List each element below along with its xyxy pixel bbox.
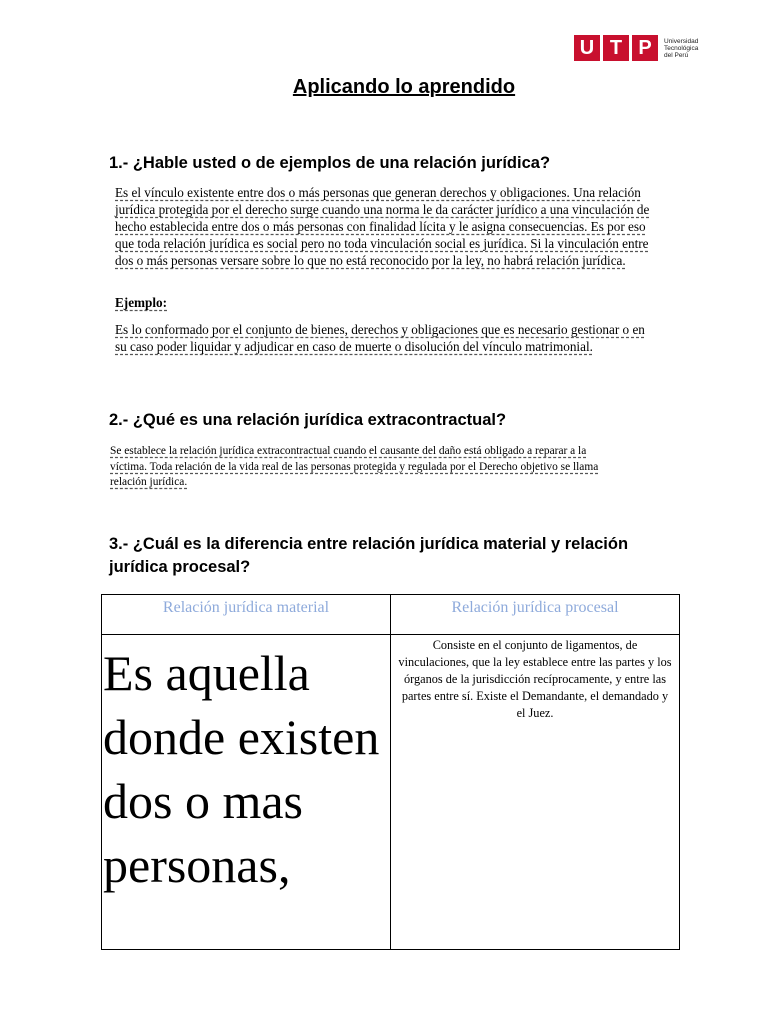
cell-procesal <box>391 635 680 950</box>
logo-letter-p: P <box>632 35 658 61</box>
example-label: Ejemplo: <box>115 295 168 310</box>
cell-material <box>102 635 391 950</box>
header-procesal: Relación jurídica procesal <box>391 595 680 635</box>
header-material: Relación jurídica material <box>102 595 391 635</box>
question-2: 2.- ¿Qué es una relación jurídica extracontractual? <box>109 411 507 429</box>
utp-logo <box>574 34 716 62</box>
answer-2: Se establece la relación jurídica extracontractual cuando el causante del daño está obligado a reparar a la víctima. Toda relación de la vida real de las personas protegida y regulada por el Derecho objetivo se llama relación jurídica. <box>110 445 599 488</box>
logo-caption-line: del Perú <box>664 51 689 59</box>
logo-caption <box>664 38 716 59</box>
question-3: 3.- ¿Cuál es la diferencia entre relación jurídica material y relación jurídica procesal? <box>109 535 629 576</box>
logo-caption-line: Universidad <box>664 37 699 45</box>
example-text: Es lo conformado por el conjunto de bienes, derechos y obligaciones que es necesario gestionar o en su caso poder liquidar y adjudicar en caso de muerte o disolución del vínculo matrimonial. <box>115 322 645 354</box>
logo-caption-line: Tecnológica <box>664 44 699 52</box>
procesal-text: Consiste en el conjunto de ligamentos, de vinculaciones, que la ley establece entre las partes y los órganos de la jurisdicción recíprocamente, y entre las partes entre sí. Existe el Demandante, el demandado y el Juez. <box>398 638 672 720</box>
table-header-row <box>102 595 680 635</box>
question-1: 1.- ¿Hable usted o de ejemplos de una relación jurídica? <box>109 154 551 172</box>
logo-letter-t: T <box>603 35 629 61</box>
table-row <box>102 635 680 950</box>
answer-1: Es el vínculo existente entre dos o más personas que generan derechos y obligaciones. Una relación jurídica protegida por el derecho surge cuando una norma le da carácter jurídico a una vinculación de hecho establecida entre dos o más personas con finalidad lícita y le asigna consecuencias. Es por eso que toda relación jurídica es social pero no toda vinculación social es jurídica. Si la vinculación entre dos o más personas versare sobre lo que no está reconocido por la ley, no habrá relación jurídica. <box>115 185 650 268</box>
material-text: Es aquella donde existen dos o mas personas, <box>103 645 380 893</box>
logo-letter-u: U <box>574 35 600 61</box>
page-title: Aplicando lo aprendido <box>292 76 516 98</box>
comparison-table <box>101 594 680 950</box>
